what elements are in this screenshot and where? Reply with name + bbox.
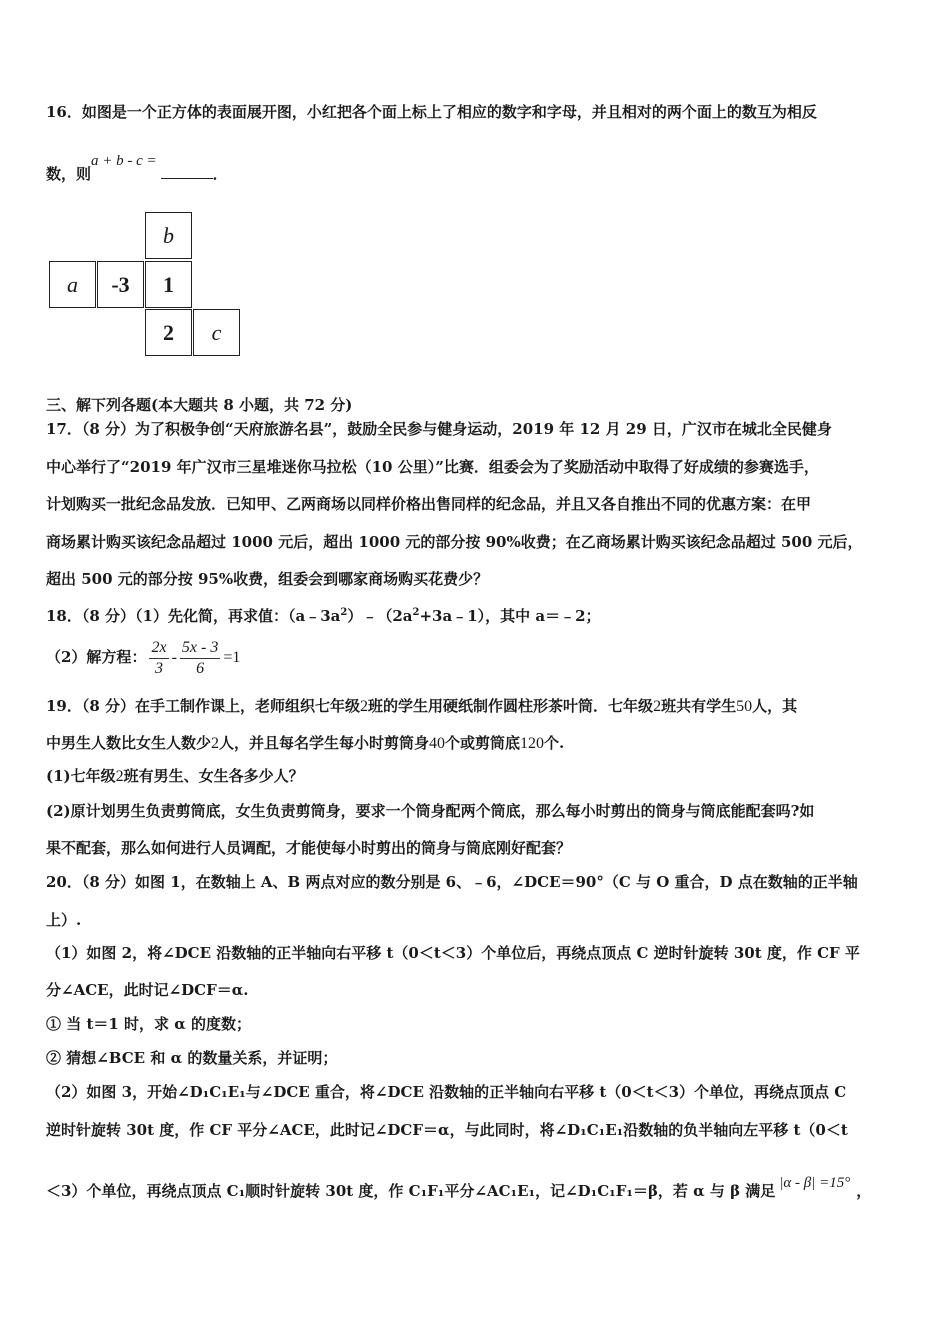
q16-expression: a + b - c =	[91, 153, 157, 169]
q17-line5: 超出 500 元的部分按 95%收费，组委会到哪家商场购买花费少？	[46, 570, 489, 588]
q18-part1-a: 18．（8 分）（1）先化简，再求值：（a﹣3a	[46, 607, 341, 625]
q18-fraction-1	[149, 638, 168, 679]
q18-part1-c: +3a﹣1），其中 a＝﹣2；	[419, 607, 601, 625]
q18-part1	[46, 603, 904, 626]
q17-line4: 商场累计购买该纪念品超过 1000 元后，超出 1000 元的部分按 90%收费；在乙商场累计购买该纪念品超过 500 元后，	[46, 533, 863, 551]
q19-line1	[46, 696, 904, 717]
q20-line9	[46, 1175, 904, 1202]
q19-line2	[46, 733, 904, 754]
q19-l3-b: 班有男生、女生各多少人？	[123, 767, 304, 785]
q16-period: ．	[212, 165, 228, 183]
cell-b: b	[145, 212, 192, 259]
q20-line4: 分∠ACE，此时记∠DCF＝α.	[46, 981, 249, 999]
q19-l1-a: 19．（8 分）在手工制作课上，老师组织七年级	[46, 697, 361, 715]
q20-line6: ② 猜想∠BCE 和 α 的数量关系，并证明；	[46, 1049, 338, 1067]
q17-line3: 计划购买一批纪念品发放．已知甲、乙两商场以同样价格出售同样的纪念品，并且又各自推出不同的优惠方案：在甲	[46, 495, 812, 513]
q19-l2-n3: 120	[520, 735, 545, 752]
q19-l3-n: 2	[115, 768, 124, 785]
q20-line7: （2）如图 3，开始∠D₁C₁E₁与∠DCE 重合，将∠DCE 沿数轴的正半轴向右平移 t（0＜t＜3）个单位，再绕点顶点 C	[46, 1083, 847, 1101]
q19-line3	[46, 766, 904, 787]
q19-l2-d: 个.	[544, 734, 565, 752]
q20-abs-expression: |α - β| =15°	[779, 1175, 851, 1191]
cell-a: a	[49, 261, 96, 308]
cell-1: 1	[145, 261, 192, 308]
cell-neg3: -3	[97, 261, 144, 308]
q19-l1-n1: 2	[360, 698, 369, 715]
q18-frac1-top: 2x	[149, 638, 168, 659]
q19-l2-n1: 2	[211, 735, 220, 752]
q18-sup1: 2	[340, 607, 348, 618]
q18-frac2-bottom: 6	[196, 659, 205, 677]
q19-l1-b: 班的学生用硬纸制作圆柱形茶叶筒．七年级	[368, 697, 654, 715]
cell-2: 2	[145, 309, 192, 356]
q20-line9-text: ＜3）个单位，再绕点顶点 C₁顺时针旋转 30t 度，作 C₁F₁平分∠AC₁E₁，记∠D₁C₁F₁＝β，若 α 与 β 满足	[46, 1182, 776, 1200]
q19-l1-n3: 50	[736, 698, 753, 715]
section3-heading: 三、解下列各题(本大题共 8 小题，共 72 分)	[46, 396, 353, 414]
q19-l2-n2: 40	[429, 735, 446, 752]
q20-line8: 逆时针旋转 30t 度，作 CF 平分∠ACE，此时记∠DCF＝α，与此同时，将∠D₁C₁E₁沿数轴的负半轴向左平移 t（0＜t	[46, 1121, 848, 1139]
q20-comma: ，	[856, 1182, 872, 1200]
q18-rhs: =1	[223, 649, 241, 666]
q16-line1: 16．如图是一个正方体的表面展开图，小红把各个面上标上了相应的数字和字母，并且相对的两个面上的数互为相反	[46, 103, 817, 121]
q19-l1-n2: 2	[653, 698, 662, 715]
q20-line1: 20．（8 分）如图 1，在数轴上 A、B 两点对应的数分别是 6、﹣6，∠DCE＝90°（C 与 O 重合，D 点在数轴的正半轴	[46, 873, 858, 891]
q18-frac2-top: 5x - 3	[180, 638, 220, 659]
q19-l2-b: 人，并且每名学生每小时剪筒身	[219, 734, 430, 752]
cell-c: c	[193, 309, 240, 356]
q16-line2-prefix: 数，则	[46, 165, 92, 183]
q19-l2-a: 中男生人数比女生人数少	[46, 734, 212, 752]
q19-line5: 果不配套，那么如何进行人员调配，才能使每小时剪出的筒身与筒底刚好配套？	[46, 839, 572, 857]
q19-line4: (2)原计划男生负责剪筒底，女生负责剪筒身，要求一个筒身配两个筒底，那么每小时剪出的筒身与筒底能配套吗?如	[46, 802, 815, 820]
q18-part1-b: ）﹣（2a	[347, 607, 413, 625]
q17-line1: 17．（8 分）为了积极争创“天府旅游名县”，鼓励全民参与健身运动，2019 年 12 月 29 日，广汉市在城北全民健身	[46, 420, 832, 438]
q17-line2: 中心举行了“2019 年广汉市三星堆迷你马拉松（10 公里）”比赛．组委会为了奖励活动中取得了好成绩的参赛选手，	[46, 458, 819, 476]
q16-answer-blank	[161, 178, 213, 179]
q19-l1-d: 人，其	[752, 697, 798, 715]
q18-minus: -	[171, 649, 177, 666]
q18-sup2: 2	[412, 607, 420, 618]
q20-line2: 上）.	[46, 911, 82, 929]
q18-fraction-2	[180, 638, 220, 679]
q18-frac1-bottom: 3	[155, 659, 163, 677]
q19-l1-c: 班共有学生	[661, 697, 737, 715]
q20-line3: （1）如图 2，将∠DCE 沿数轴的正半轴向右平移 t（0＜t＜3）个单位后，再绕点顶点 C 逆时针旋转 30t 度，作 CF 平	[46, 944, 860, 962]
q20-line5: ① 当 t＝1 时，求 α 的度数；	[46, 1015, 252, 1033]
q16-line2	[46, 153, 904, 185]
q18-part2-prefix: （2）解方程：	[46, 648, 147, 666]
q19-l3-a: (1)七年级	[46, 767, 116, 785]
q18-part2	[46, 636, 904, 679]
q19-l2-c: 个或剪筒底	[445, 734, 521, 752]
